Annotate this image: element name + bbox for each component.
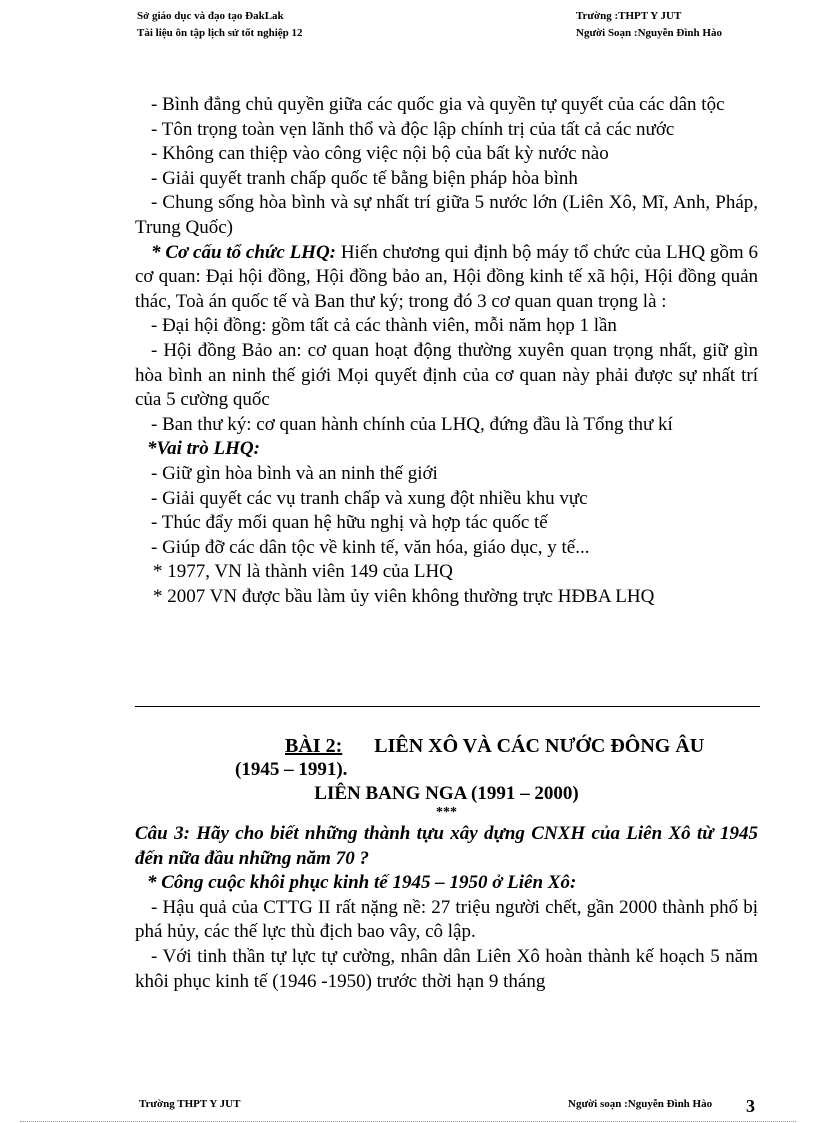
lesson-years: (1945 – 1991).	[235, 759, 348, 780]
paragraph: - Giải quyết các vụ tranh chấp và xung đột nhiều khu vực	[151, 487, 588, 509]
footer-author: Người soạn :Nguyễn Đình Hào	[568, 1098, 713, 1110]
organization-text: Hiến chương qui định bộ máy tổ chức của LHQ gồm 6 cơ quan: Đại hội đồng, Hội đồng bảo an, Hội đồng kinh tế xã hội, Hội đồng quản thác, Toà án quốc tế và Ban thư ký; trong đó 3 cơ quan quan trọng là :	[135, 241, 758, 312]
question-heading: Câu 3: Hãy cho biết những thành tựu xây dựng CNXH của Liên Xô từ 1945 đến nữa đầu những năm 70 ?	[135, 823, 758, 869]
header-left	[137, 8, 303, 42]
header-department: Sở giáo dục và đạo tạo ĐakLak	[137, 10, 284, 22]
paragraph: - Bình đẳng chủ quyền giữa các quốc gia và quyền tự quyết của các dân tộc	[151, 94, 725, 115]
paragraph: - Giải quyết tranh chấp quốc tế bằng biện pháp hòa bình	[151, 167, 578, 189]
paragraph: - Đại hội đồng: gồm tất cả các thành viên, mỗi năm họp 1 lần	[151, 315, 617, 337]
paragraph: - Hậu quả của CTTG II rất nặng nề: 27 triệu người chết, gần 2000 thành phố bị phá hủy, các thế lực thù địch bao vây, cô lập.	[135, 896, 758, 943]
lesson-subtitle: LIÊN BANG NGA (1991 – 2000)	[314, 783, 579, 804]
page-number: 3	[746, 1096, 755, 1116]
paragraph: - Không can thiệp vào công việc nội bộ của bất kỳ nước nào	[151, 143, 609, 165]
paragraph: - Với tinh thần tự lực tự cường, nhân dân Liên Xô hoàn thành kế hoạch 5 năm khôi phục kinh tế (1946 -1950) trước thời hạn 9 tháng	[135, 945, 758, 992]
lesson-title-line	[135, 734, 758, 758]
lesson-title: LIÊN XÔ VÀ CÁC NƯỚC ĐÔNG ÂU	[374, 735, 705, 757]
paragraph: - Ban thư ký: cơ quan hành chính của LHQ, đứng đầu là Tổng thư kí	[151, 413, 673, 435]
paragraph: - Tôn trọng toàn vẹn lãnh thổ và độc lập chính trị của tất cả các nước	[151, 118, 675, 140]
role-heading: *Vai trò LHQ:	[147, 438, 260, 460]
page-content	[135, 93, 758, 609]
footer-school: Trường THPT Y JUT	[139, 1098, 241, 1110]
header-school: Trường :THPT Y JUT	[576, 10, 682, 22]
paragraph: * 1977, VN là thành viên 149 của LHQ	[153, 561, 453, 583]
header-document-title: Tài liệu ôn tập lịch sử tốt nghiệp 12	[137, 27, 303, 39]
header-right	[576, 8, 722, 42]
paragraph: - Hội đồng Bảo an: cơ quan hoạt động thường xuyên quan trọng nhất, giữ gìn hòa bình an ninh thế giới Mọi quyết định của cơ quan này phải được sự nhất trí của 5 cường quốc	[135, 339, 758, 411]
organization-heading: * Cơ cấu tổ chức LHQ:	[151, 241, 337, 263]
page-bottom-border	[20, 1121, 796, 1122]
header-author: Người Soạn :Nguyễn Đình Hào	[576, 27, 722, 39]
paragraph-organization	[135, 241, 758, 315]
paragraph: - Giữ gìn hòa bình và an ninh thế giới	[151, 462, 438, 484]
paragraph: * 2007 VN được bầu làm ủy viên không thường trực HĐBA LHQ	[153, 585, 655, 607]
question-subheading: * Công cuộc khôi phục kinh tế 1945 – 1950 ở Liên Xô:	[147, 872, 577, 894]
paragraph: - Giúp đỡ các dân tộc về kinh tế, văn hóa, giáo dục, y tế...	[151, 536, 590, 558]
section-divider	[135, 706, 760, 707]
lesson-section	[135, 734, 758, 994]
lesson-label: BÀI 2:	[285, 735, 343, 757]
stars-divider: ***	[436, 805, 457, 820]
paragraph: - Thúc đẩy mối quan hệ hữu nghị và hợp tác quốc tế	[151, 512, 548, 534]
paragraph: - Chung sống hòa bình và sự nhất trí giữa 5 nước lớn (Liên Xô, Mĩ, Anh, Pháp, Trung Quốc)	[135, 192, 758, 238]
